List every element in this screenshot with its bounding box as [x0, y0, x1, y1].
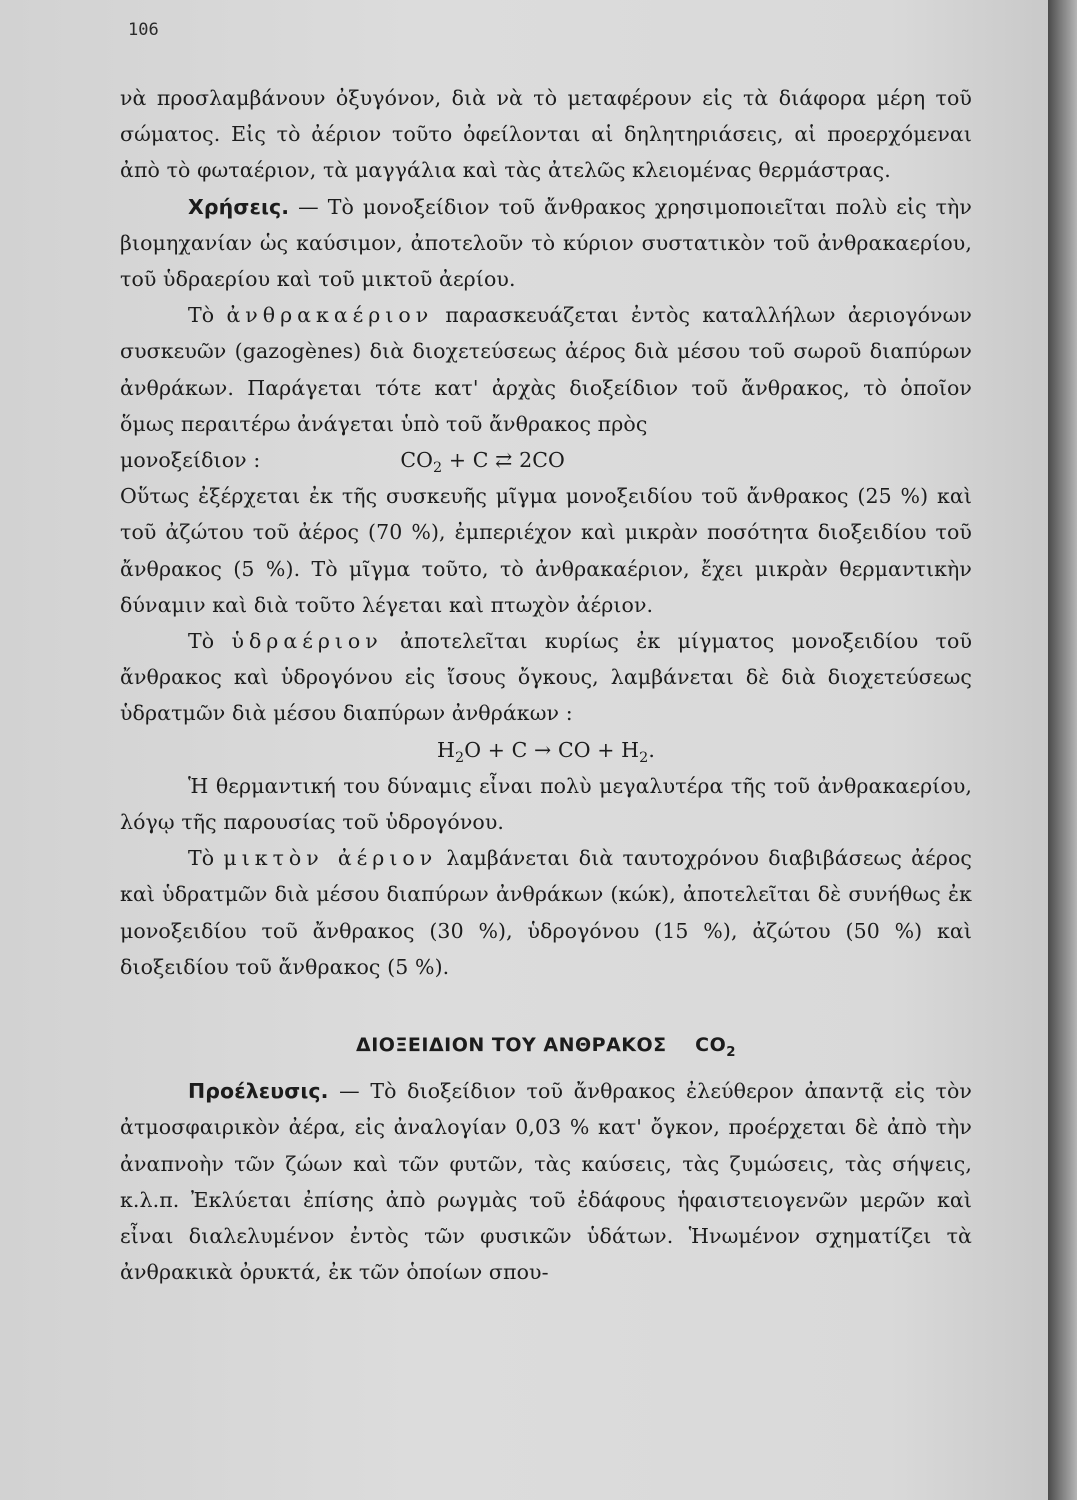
formula-1-part-a: CO — [400, 448, 434, 473]
formula-2-part-b: O + C → CO + H — [464, 737, 640, 762]
paragraph-anthrakaerion — [120, 297, 972, 442]
anthrakaerion-term: ἀνθρακαέριον — [226, 303, 434, 328]
hydraerion-text: ἀποτελεῖται κυρίως ἐκ μίγματος μονοξειδίου τοῦ ἄνθρακος καὶ ὑδρογόνου εἰς ἴσους ὄγκους, λαμβάνεται δὲ διὰ διοχετεύσεως ὑδρατμῶν διὰ μέσου διαπύρων ἀνθράκων : — [120, 629, 973, 726]
hydraerion-term: ὑδραέριον — [231, 629, 383, 654]
formula-line-1 — [120, 442, 972, 478]
mixed-gas-term: μικτὸν ἀέριον — [223, 846, 438, 871]
mixed-gas-pre: Τὸ — [188, 846, 224, 871]
section-title-text: ΔΙΟΞΕΙΔΙΟΝ ΤΟΥ ΑΝΘΡΑΚΟΣ — [356, 1034, 667, 1057]
anthrakaerion-text: παρασκευάζεται ἐντὸς καταλλήλων ἀεριογόνων συσκευῶν (gazogènes) διὰ διοχετεύσεως ἀέρος διὰ μέσου τοῦ σωροῦ διαπύρων ἀνθράκων. Παράγεται τότε κατ' ἀρχὰς διοξείδιον τοῦ ἄνθρακος, τὸ ὁποῖον ὅμως περαιτέρω ἀνάγεται ὑπὸ τοῦ ἄνθρακος πρὸς — [120, 303, 972, 436]
origin-text: — Τὸ διοξείδιον τοῦ ἄνθρακος ἐλεύθερον ἀπαντᾷ εἰς τὸν ἀτμοσφαιρικὸν ἀέρα, εἰς ἀναλογίαν 0,03 % κατ' ὄγκον, προέρχεται δὲ ἀπὸ τὴν ἀναπνοὴν τῶν ζώων καὶ τῶν φυτῶν, τὰς καύσεις, τὰς ζυμώσεις, τὰς σήψεις, κ.λ.π. Ἐκλύεται ἐπίσης ἀπὸ ρωγμὰς τοῦ ἐδάφους ἡφαιστειογενῶν μερῶν καὶ εἶναι διαλελυμένον ἐντὸς τῶν φυσικῶν ὑδάτων. Ἡνωμένον σχηματίζει τὰ ἀνθρακικὰ ὀρυκτά, ἐκ τῶν ὁποίων σπου- — [120, 1079, 972, 1285]
origin-heading: Προέλευσις. — [188, 1079, 329, 1104]
formula-2-sub-b: 2 — [639, 749, 649, 766]
formula-1-sub: 2 — [433, 460, 443, 477]
formula-1-lead: μονοξείδιον : — [120, 448, 261, 473]
formula-2 — [120, 732, 972, 768]
paragraph-heating: Ἡ θερμαντική του δύναμις εἶναι πολὺ μεγαλυτέρα τῆς τοῦ ἀνθρακαερίου, λόγῳ τῆς παρουσίας τοῦ ὑδρογόνου. — [120, 773, 972, 835]
formula-1 — [400, 442, 565, 478]
paragraph-mixed-gas — [120, 840, 972, 985]
page-body — [120, 80, 972, 1291]
paragraph-1: νὰ προσλαμβάνουν ὀξυγόνον, διὰ νὰ τὸ μεταφέρουν εἰς τὰ διάφορα μέρη τοῦ σώματος. Εἰς τὸ ἀέριον τοῦτο ὀφείλονται αἱ δηλητηριάσεις, αἱ προερχόμεναι ἀπὸ τὸ φωταέριον, τὰ μαγγάλια καὶ τὰς ἀτελῶς κλειομένας θερμάστρας. — [120, 86, 972, 183]
section-title — [120, 1027, 972, 1063]
anthrakaerion-pre: Τὸ — [188, 303, 227, 328]
section-formula-sub: 2 — [726, 1044, 736, 1060]
paragraph-origin — [120, 1073, 972, 1290]
paragraph-hydraerion — [120, 623, 972, 732]
formula-2-sub-a: 2 — [455, 749, 465, 766]
paragraph-mixture: Οὕτως ἐξέρχεται ἐκ τῆς συσκευῆς μῖγμα μονοξειδίου τοῦ ἄνθρακος (25 %) καὶ τοῦ ἀζώτου τοῦ ἀέρος (70 %), ἐμπεριέχον καὶ μικρὰν ποσότητα διοξειδίου τοῦ ἄνθρακος (5 %). Τὸ μῖγμα τοῦτο, τὸ ἀνθρακαέριον, ἔχει μικρὰν θερμαντικὴν δύναμιν καὶ διὰ τοῦτο λέγεται καὶ πτωχὸν ἀέριον. — [120, 484, 972, 617]
formula-2-part-c: . — [648, 737, 655, 762]
formula-2-part-a: H — [437, 737, 455, 762]
formula-1-part-b: + C ⇄ 2CO — [442, 448, 565, 473]
mixed-gas-text: λαμβάνεται διὰ ταυτοχρόνου διαβιβάσεως ἀέρος καὶ ὑδρατμῶν διὰ μέσου διαπύρων ἀνθράκων (κώκ), ἀποτελεῖται δὲ συνήθως ἐκ μονοξειδίου τοῦ ἄνθρακος (30 %), ὑδρογόνου (15 %), ἀζώτου (50 %) καὶ διοξειδίου τοῦ ἄνθρακος (5 %). — [120, 846, 972, 979]
uses-heading: Χρήσεις. — [188, 194, 290, 219]
hydraerion-pre: Τὸ — [188, 629, 232, 654]
section-formula: CO — [695, 1034, 727, 1057]
paragraph-uses — [120, 189, 972, 298]
page-edge-shadow — [1048, 0, 1077, 1500]
page-number: 106 — [128, 20, 159, 40]
uses-text: — Τὸ μονοξείδιον τοῦ ἄνθρακος χρησιμοποιεῖται πολὺ εἰς τὴν βιομηχανίαν ὡς καύσιμον, ἀποτελοῦν τὸ κύριον συστατικὸν τοῦ ἀνθρακαερίου, τοῦ ὑδραερίου καὶ τοῦ μικτοῦ ἀερίου. — [120, 194, 972, 292]
